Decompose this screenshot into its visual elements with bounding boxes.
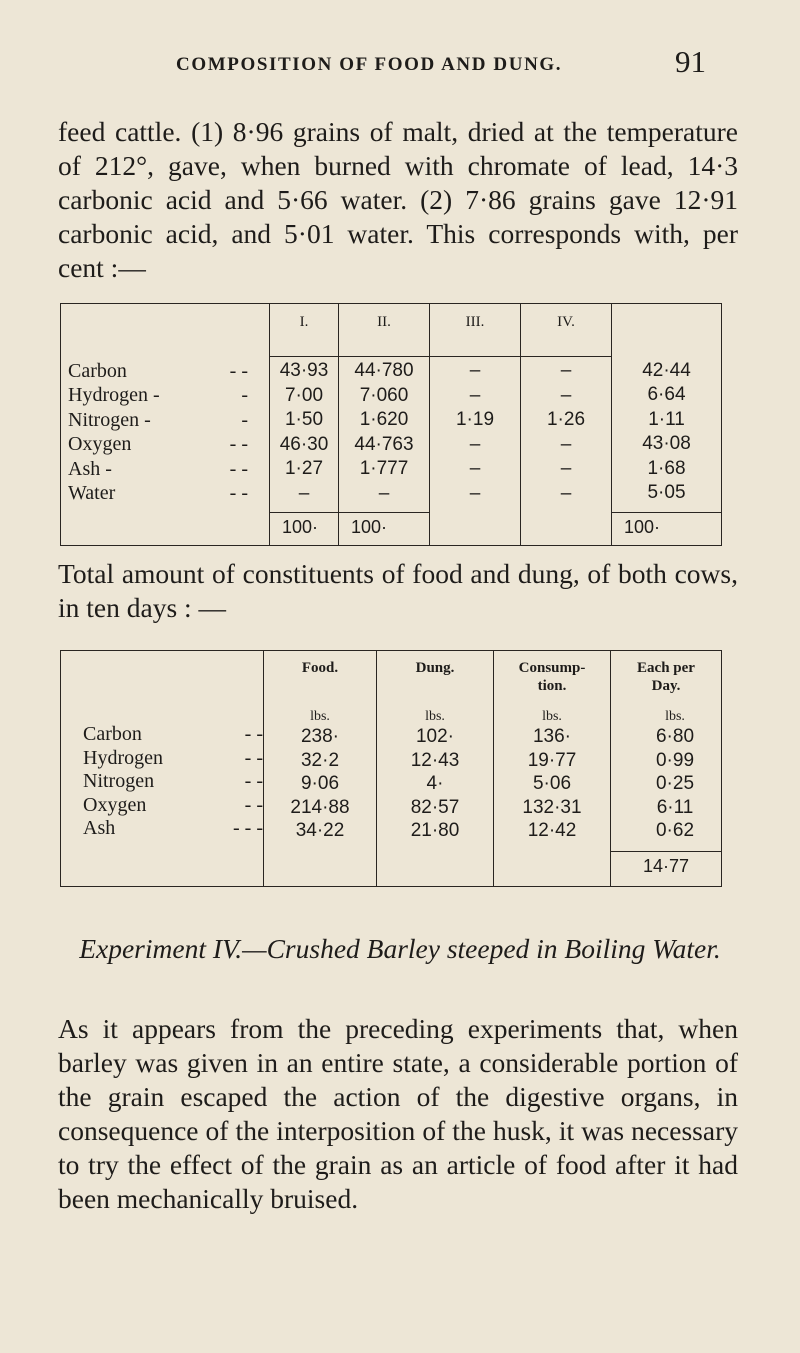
table2-col-header: Food. bbox=[264, 651, 377, 710]
units-label: lbs. bbox=[542, 709, 562, 724]
table1-total bbox=[521, 513, 612, 546]
table1-row-label: Hydrogen - - bbox=[68, 384, 248, 406]
paragraph-malt-analysis: feed cattle. (1) 8·96 grains of malt, dried at the temperature of 212°, gave, when burned with chromate of lead, 14·3 carbonic acid and 5·66 water. (2) 7·86 grains gave 12·91 carbonic acid, and 5·01 water. This corresponds with, per cent :— bbox=[58, 116, 738, 283]
table1-col-header: III. bbox=[430, 304, 521, 357]
table2-totals-blank bbox=[264, 851, 377, 886]
table1-col-header: I. bbox=[270, 304, 339, 357]
table2-col-header: Each per Day. bbox=[611, 651, 722, 710]
table1-row-label: Carbon - - bbox=[68, 359, 248, 382]
food-dung-table bbox=[60, 650, 722, 887]
table1-col-IV: – – 1·26 – – – bbox=[521, 357, 612, 513]
running-header bbox=[176, 44, 706, 79]
paragraph-total-constituents: Total amount of constituents of food and dung, of both cows, in ten days : — bbox=[58, 558, 738, 623]
table1-col-I: 43·93 7·00 1·50 46·30 1·27 – bbox=[270, 357, 339, 513]
table2-col-header: Consump- tion. bbox=[494, 651, 611, 710]
table1-row-label: Nitrogen - - bbox=[68, 408, 248, 431]
table2-totals-row bbox=[61, 851, 722, 886]
malt-composition-table bbox=[60, 303, 722, 546]
table2-header-blank bbox=[61, 651, 264, 710]
page-number: 91 bbox=[675, 44, 706, 79]
table2-row-label: Oxygen - - bbox=[83, 793, 263, 816]
units-label: lbs. bbox=[310, 709, 330, 724]
table1-totals-blank bbox=[61, 513, 270, 546]
table1-col-header bbox=[612, 304, 722, 357]
table1-col-II: 44·780 7·060 1·620 44·763 1·777 – bbox=[339, 357, 430, 513]
table2-total: 14·77 bbox=[611, 851, 722, 886]
table1-total: 100· bbox=[270, 513, 339, 546]
table1-body-row bbox=[61, 357, 722, 513]
table1-total bbox=[430, 513, 521, 546]
units-label: lbs. bbox=[665, 709, 685, 724]
table2-col-header: Dung. bbox=[377, 651, 494, 710]
table2-row-label: Hydrogen - - bbox=[83, 746, 263, 769]
table1-row-label: Ash - - - bbox=[68, 457, 248, 480]
paragraph-experiment-iv: As it appears from the preceding experiments that, when barley was given in an entire state, a considerable portion of the grain escaped the action of the digestive organs, in consequence of the interposition of the husk, it was necessary to try the effect of the grain as an article of food after it had been mechanically bruised. bbox=[58, 1013, 738, 1214]
table2-body-row bbox=[61, 709, 722, 851]
table1-total: 100· bbox=[612, 513, 722, 546]
table2-col-consumption: lbs. 136· 19·77 5·06 132·31 12·42 bbox=[494, 709, 611, 851]
experiment-heading: Experiment IV.—Crushed Barley steeped in Boiling Water. bbox=[79, 933, 721, 964]
table2-col-dung: lbs. 102· 12·43 4· 82·57 21·80 bbox=[377, 709, 494, 851]
table1-header-blank bbox=[61, 304, 270, 357]
table2-row-label: Ash - - - bbox=[83, 817, 263, 839]
table2-totals-blank bbox=[494, 851, 611, 886]
table1-totals-row bbox=[61, 513, 722, 546]
table1-col-mean: 42·44 6·64 1·11 43·08 1·68 5·05 bbox=[612, 357, 722, 513]
table2-col-food: lbs. 238· 32·2 9·06 214·88 34·22 bbox=[264, 709, 377, 851]
table1-col-header: II. bbox=[339, 304, 430, 357]
table2-row-label: Nitrogen - - bbox=[83, 770, 263, 792]
table2-header-row bbox=[61, 651, 722, 710]
units-label: lbs. bbox=[425, 709, 445, 724]
table1-col-header: IV. bbox=[521, 304, 612, 357]
table1-total: 100· bbox=[339, 513, 430, 546]
table1-col-III: – – 1·19 – – – bbox=[430, 357, 521, 513]
table2-row-label: Carbon - - bbox=[83, 723, 263, 745]
table1-row-label: Water - - bbox=[68, 482, 248, 504]
running-title: COMPOSITION OF FOOD AND DUNG. bbox=[176, 54, 563, 75]
table1-labels bbox=[61, 357, 270, 513]
table1-header-row bbox=[61, 304, 722, 357]
table2-labels bbox=[61, 709, 264, 851]
table2-totals-blank bbox=[377, 851, 494, 886]
table1-row-label: Oxygen - - bbox=[68, 433, 248, 455]
table2-totals-blank bbox=[61, 851, 264, 886]
table2-col-each-per-day: lbs. 6·80 0·99 0·25 6·11 0·62 bbox=[611, 709, 722, 851]
